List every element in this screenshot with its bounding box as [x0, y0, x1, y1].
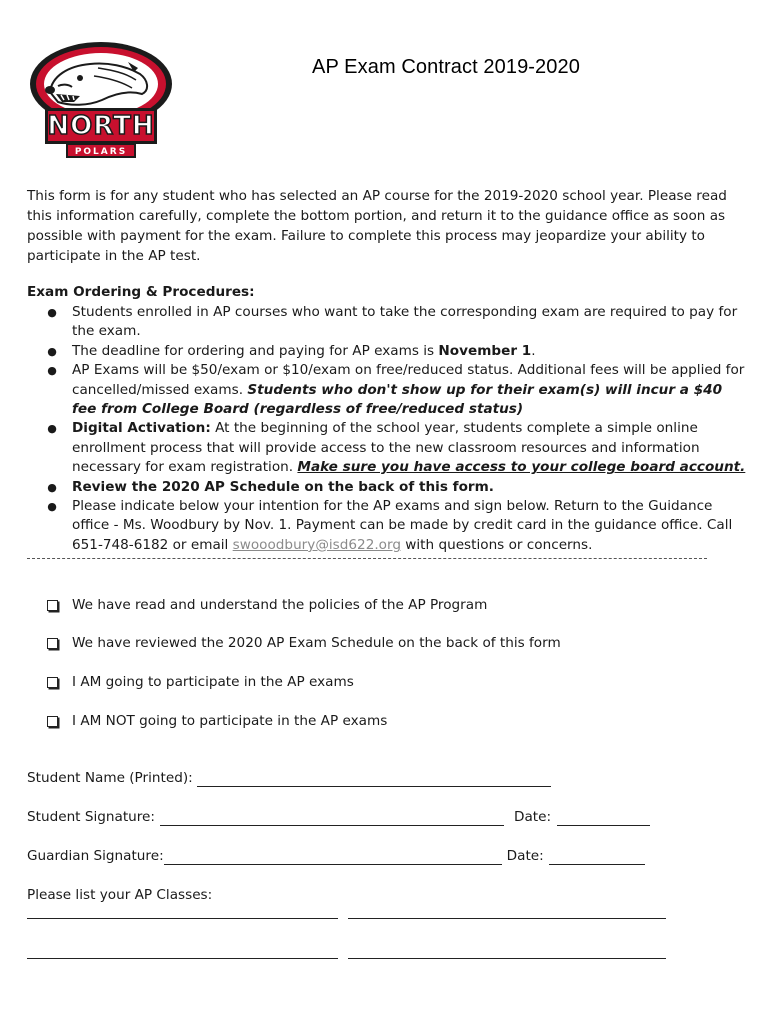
- checkbox-participating[interactable]: I AM going to participate in the AP exams: [47, 673, 354, 691]
- checkbox-icon[interactable]: [47, 638, 58, 649]
- college-board-note: Make sure you have access to your college board account.: [297, 459, 746, 476]
- checkbox-icon[interactable]: [47, 716, 58, 727]
- checkbox-not-participating[interactable]: I AM NOT going to participate in the AP exams: [47, 712, 387, 730]
- student-date-label: Date:: [514, 809, 552, 825]
- bullet-icon: ●: [47, 306, 57, 319]
- north-polars-logo: [28, 40, 174, 162]
- guardian-date-field[interactable]: [549, 850, 645, 865]
- ap-classes-label: Please list your AP Classes:: [27, 887, 213, 903]
- bullet-icon: ●: [47, 344, 57, 358]
- email-link[interactable]: swooodbury@isd622.org: [232, 536, 401, 553]
- list-item: ● Please indicate below your intention for the AP exams and sign below. Return to the Guidance office - Ms. Woodbury by Nov. 1. Payment can be made by credit card in the guidance office. Call 651-748-6182 or email swooodbury@isd622.org with questions or concerns.: [47, 498, 733, 553]
- student-name-field[interactable]: [197, 772, 551, 787]
- ap-class-field-4[interactable]: [348, 958, 666, 959]
- bullet-icon: ●: [47, 480, 57, 494]
- student-signature-label: Student Signature:: [27, 809, 155, 825]
- intro-paragraph: This form is for any student who has selected an AP course for the 2019-2020 school year. Please read this information carefully, complete the bottom portion, and return it to the guidance office as soon as possible with payment for the exam. Failure to complete this process may jeopardize your ability to participate in the AP test.: [27, 188, 727, 264]
- list-item: ● Digital Activation: At the beginning of the school year, students complete a simple online enrollment process that will provide access to the new classroom resources and information necessary for exam registration. Make sure you have access to your college board account.: [47, 420, 746, 476]
- student-name-label: Student Name (Printed):: [27, 770, 193, 786]
- checkbox-icon[interactable]: [47, 600, 58, 611]
- student-signature-field[interactable]: [160, 811, 504, 826]
- bullet-icon: ●: [47, 500, 57, 514]
- ap-class-field-3[interactable]: [27, 958, 338, 959]
- ap-class-field-2[interactable]: [348, 918, 666, 919]
- list-item: ● Students enrolled in AP courses who want to take the corresponding exam are required to pay for the exam.: [47, 304, 738, 340]
- guardian-signature-row: [27, 847, 645, 865]
- logo-wordmark: NORTH: [47, 111, 155, 141]
- ap-classes-row: [27, 886, 212, 904]
- ap-class-field-1[interactable]: [27, 918, 338, 919]
- checkbox-reviewed-schedule[interactable]: We have reviewed the 2020 AP Exam Schedule on the back of this form: [47, 634, 561, 652]
- list-item: ● AP Exams will be $50/exam or $10/exam on free/reduced status. Additional fees will be applied for cancelled/missed exams. Students who don't show up for their exam(s) will incur a $40 fee from College Board (regardless of free/reduced status): [47, 362, 745, 418]
- procedures-list: [27, 303, 747, 555]
- checkbox-read-policies[interactable]: We have read and understand the policies of the AP Program: [47, 596, 487, 614]
- student-name-row: [27, 769, 551, 787]
- student-date-field[interactable]: [557, 811, 650, 826]
- guardian-signature-field[interactable]: [164, 850, 502, 865]
- checkbox-icon[interactable]: [47, 677, 58, 688]
- guardian-date-label: Date:: [506, 848, 544, 864]
- student-signature-row: [27, 808, 650, 826]
- list-item: ● The deadline for ordering and paying for AP exams is November 1.: [27, 342, 747, 361]
- list-item: ● Review the 2020 AP Schedule on the back of this form.: [27, 478, 747, 497]
- logo-sub-wordmark: POLARS: [74, 147, 128, 157]
- page-title: AP Exam Contract 2019-2020: [312, 56, 580, 78]
- no-show-fee-note: Students who don't show up for their exam(s) will incur a $40 fee from College Board (regardless of free/reduced status): [72, 381, 723, 418]
- procedures-heading: Exam Ordering & Procedures:: [27, 284, 255, 300]
- bullet-icon: ●: [47, 422, 57, 436]
- bullet-icon: ●: [47, 364, 57, 378]
- guardian-signature-label: Guardian Signature:: [27, 848, 164, 864]
- deadline-date: November 1: [438, 342, 532, 359]
- cut-line-divider: [27, 558, 707, 559]
